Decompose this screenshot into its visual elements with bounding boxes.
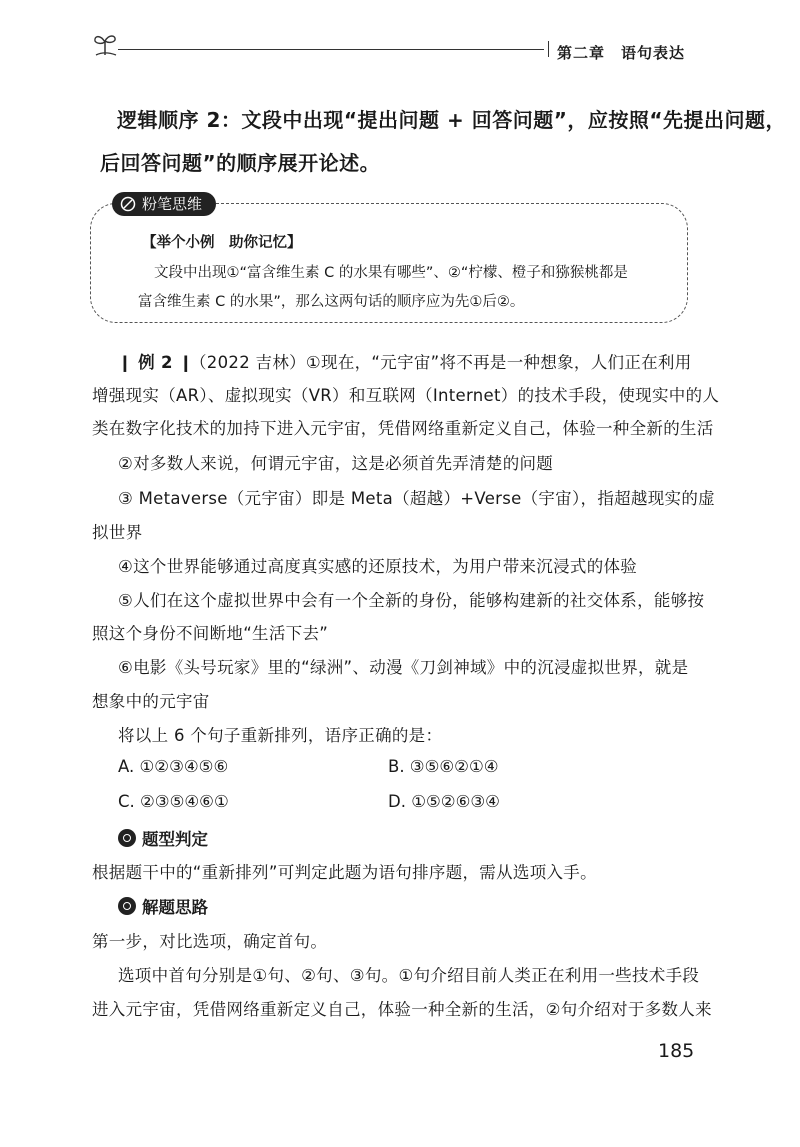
sprout-icon [92, 32, 118, 56]
example-line-5: ③ Metaverse（元宇宙）即是 Meta（超越）+Verse（宇宙），指超越现实的虚 [118, 489, 715, 508]
approach-para-line-2: 进入元宇宙，凭借网络重新定义自己，体验一种全新的生活，②句介绍对于多数人来 [92, 1000, 712, 1019]
approach-heading-label: 解题思路 [142, 898, 208, 917]
example-line-7: ④这个世界能够通过高度真实感的还原技术，为用户带来沉浸式的体验 [118, 557, 638, 576]
example-line-4: ②对多数人来说，何谓元宇宙，这是必须首先弄清楚的问题 [118, 454, 554, 473]
chalk-line-1: 文段中出现①“富含维生素 C 的水果有哪些”、②“柠檬、橙子和猕猴桃都是 [154, 265, 628, 281]
approach-section-heading [118, 894, 208, 918]
approach-para-line-1: 选项中首句分别是①句、②句、③句。①句介绍目前人类正在利用一些技术手段 [118, 966, 700, 985]
principle-line-2: 后回答问题”的顺序展开论述。 [100, 151, 381, 175]
example-line-8: ⑤人们在这个虚拟世界中会有一个全新的身份，能够构建新的社交体系，能够按 [118, 591, 705, 610]
chalk-thinking-tag [112, 192, 216, 216]
principle-line-1: 逻辑顺序 2：文段中出现“提出问题 + 回答问题”，应按照“先提出问题， [117, 108, 786, 132]
option-b: B. ③⑤⑥②①④ [388, 757, 499, 776]
chalk-tag-label: 粉笔思维 [142, 195, 203, 213]
chalk-icon [120, 196, 136, 212]
example-line-6: 拟世界 [92, 523, 143, 542]
example-line-11: 想象中的元宇宙 [92, 692, 210, 711]
option-a: A. ①②③④⑤⑥ [118, 757, 229, 776]
chapter-title: 第二章 语句表达 [557, 44, 686, 62]
target-icon [118, 829, 136, 847]
example-line-9: 照这个身份不间断地“生活下去” [92, 624, 329, 643]
option-c: C. ②③⑤④⑥① [118, 792, 229, 811]
option-d: D. ①⑤②⑥③④ [388, 792, 500, 811]
example-line-3: 类在数字化技术的加持下进入元宇宙，凭借网络重新定义自己，体验一种全新的生活 [92, 419, 714, 438]
example-marker: ❙ 例 2 ❙ [118, 353, 193, 372]
type-section-text: 根据题干中的“重新排列”可判定此题为语句排序题，需从选项入手。 [92, 863, 597, 882]
example-line-10: ⑥电影《头号玩家》里的“绿洲”、动漫《刀剑神域》中的沉浸虚拟世界，就是 [118, 658, 689, 677]
page-number: 185 [658, 1040, 695, 1062]
approach-step-1: 第一步，对比选项，确定首句。 [92, 932, 328, 951]
type-section-heading [118, 826, 208, 850]
header-rule [118, 49, 544, 50]
header-divider [548, 41, 549, 57]
example-question: 将以上 6 个句子重新排列，语序正确的是： [118, 726, 443, 745]
example-line-2: 增强现实（AR）、虚拟现实（VR）和互联网（Internet）的技术手段，使现实中的人 [92, 386, 720, 405]
type-heading-label: 题型判定 [142, 830, 208, 849]
pencil-icon [118, 897, 136, 915]
chalk-line-2: 富含维生素 C 的水果”，那么这两句话的顺序应为先①后②。 [138, 294, 525, 310]
chalk-heading: 【举个小例 助你记忆】 [142, 235, 302, 251]
example-line-1: （2022 吉林）①现在，“元宇宙”将不再是一种想象，人们正在利用 [190, 353, 692, 372]
